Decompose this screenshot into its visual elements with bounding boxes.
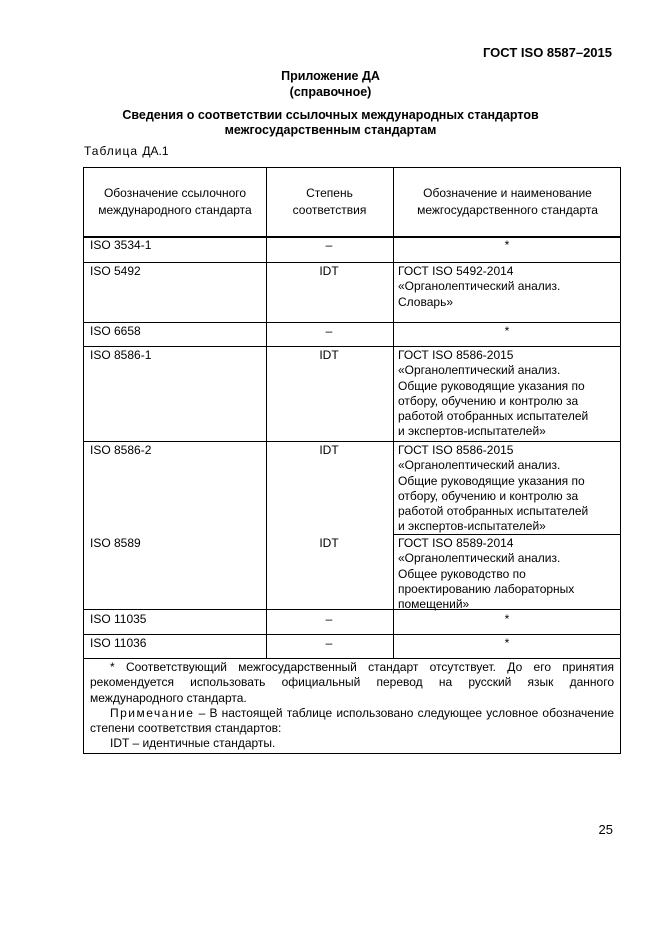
header-line: международного стандарта <box>98 203 252 217</box>
header-line: Степень <box>306 186 353 200</box>
cell-ref: ISO 5492 <box>90 264 141 278</box>
cell-standard <box>398 536 620 612</box>
cell-line: ГОСТ ISO 8589-2014 <box>398 536 514 550</box>
note-word: Примечание <box>110 705 195 720</box>
cell-line: помещений» <box>398 597 470 612</box>
table-rule <box>84 322 620 323</box>
cell-standard: * <box>504 636 510 650</box>
cell-line: Общие руководящие указания по <box>398 378 585 393</box>
cell-ref: ISO 3534-1 <box>90 238 152 252</box>
cell-degree: IDT <box>319 443 339 457</box>
cell-ref: ISO 8586-1 <box>90 348 152 362</box>
table-rule <box>84 634 620 635</box>
cell-ref: ISO 6658 <box>90 324 141 338</box>
appendix-heading <box>0 108 661 138</box>
cell-line: и экспертов-испытателей» <box>398 424 546 439</box>
cell-line: и экспертов-испытателей» <box>398 519 546 534</box>
note-text: – В настоящей таблице использовано следующее условное обозначение степени соответствия стандартов: <box>90 705 614 736</box>
cell-standard <box>398 348 620 440</box>
footnote-idt: IDT – идентичные стандарты. <box>110 736 276 751</box>
cell-ref: ISO 11036 <box>90 636 147 650</box>
cell-line: отбору, обучению и контролю за <box>398 488 579 503</box>
cell-standard: * <box>504 238 510 252</box>
heading-line: Сведения о соответствии ссылочных международных стандартов <box>122 108 539 122</box>
cell-standard: * <box>504 324 510 338</box>
cell-standard: * <box>504 612 510 626</box>
header-line: межгосударственного стандарта <box>417 203 598 217</box>
cell-line: работой отобранных испытателей <box>398 504 589 519</box>
header-line: Обозначение и наименование <box>423 186 592 200</box>
heading-line: межгосударственным стандартам <box>224 123 437 137</box>
cell-degree: – <box>325 636 333 650</box>
cell-ref: ISO 11035 <box>90 612 147 626</box>
cell-line: отбору, обучению и контролю за <box>398 393 579 408</box>
table-rule <box>84 441 620 442</box>
cell-line: «Органолептический анализ. <box>398 279 561 294</box>
table-rule <box>84 658 620 659</box>
table-rule <box>84 346 620 347</box>
table-label <box>84 144 169 158</box>
cell-line: Общие руководящие указания по <box>398 473 585 488</box>
table-label-word: Таблица <box>84 144 139 158</box>
table-label-number: ДА.1 <box>142 144 169 158</box>
header-line: соответствия <box>292 203 367 217</box>
cell-line: «Органолептический анализ. <box>398 551 561 566</box>
cell-line: работой отобранных испытателей <box>398 409 589 424</box>
cell-line: ГОСТ ISO 5492-2014 <box>398 264 514 278</box>
cell-standard <box>398 264 620 310</box>
footnote-star: * Соответствующий межгосударственный стандарт отсутствует. До его принятия рекомендуется использовать официальный перевод на русский язык данного международного стандарта. <box>90 660 614 705</box>
table-footnote <box>90 660 614 752</box>
footnote-note <box>90 706 614 737</box>
header-ref-standard <box>84 185 266 219</box>
cell-line: «Органолептический анализ. <box>398 363 561 378</box>
cell-ref: ISO 8586-2 <box>90 443 152 457</box>
cell-ref: ISO 8589 <box>90 536 141 550</box>
cell-degree: – <box>325 238 333 252</box>
cell-degree: IDT <box>319 348 339 362</box>
document-code: ГОСТ ISO 8587–2015 <box>482 45 612 60</box>
correspondence-table <box>83 167 621 754</box>
appendix-title: Приложение ДА <box>281 69 380 83</box>
header-degree <box>266 185 393 219</box>
cell-degree: – <box>325 612 333 626</box>
appendix-subtitle: (справочное) <box>289 85 372 99</box>
table-rule <box>84 262 620 263</box>
cell-line: ГОСТ ISO 8586-2015 <box>398 348 514 362</box>
cell-degree: – <box>325 324 333 338</box>
cell-line: Словарь» <box>398 294 453 309</box>
cell-degree: IDT <box>319 536 339 550</box>
cell-line: «Органолептический анализ. <box>398 458 561 473</box>
page-number: 25 <box>598 822 613 837</box>
cell-line: ГОСТ ISO 8586-2015 <box>398 443 514 457</box>
cell-line: Общее руководство по <box>398 566 526 581</box>
header-line: Обозначение ссылочного <box>103 186 247 200</box>
header-interstate-standard <box>393 185 622 219</box>
cell-degree: IDT <box>319 264 339 278</box>
cell-standard <box>398 443 620 535</box>
cell-line: проектированию лабораторных <box>398 581 575 596</box>
